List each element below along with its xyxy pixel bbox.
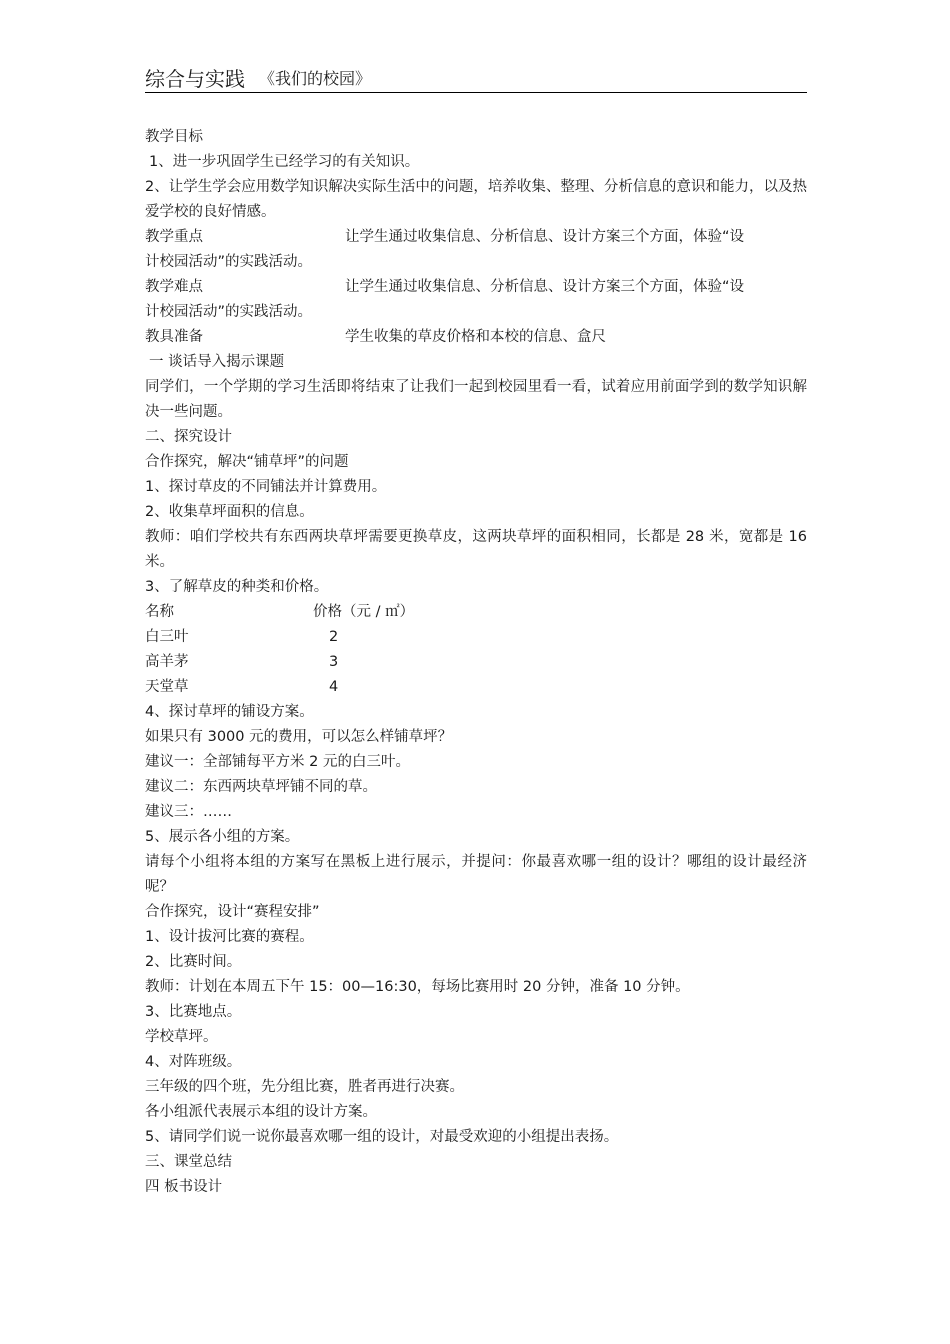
materials-row: [145, 325, 807, 350]
grass-table-row: [145, 675, 807, 700]
schedule-step-4: 4、对阵班级。: [145, 1054, 242, 1070]
difficult-points-row: [145, 275, 807, 300]
schedule-step-5: 5、请同学们说一说你最喜欢哪一组的设计，对最受欢迎的小组提出表扬。: [145, 1129, 619, 1145]
materials-text: 学生收集的草皮价格和本校的信息、盒尺: [345, 329, 606, 345]
document-page: [145, 62, 807, 93]
key-points-text-line2: 计校园活动”的实践活动。: [145, 254, 313, 270]
grass-price: 4: [329, 679, 339, 695]
objective-item-1: 1、进一步巩固学生已经学习的有关知识。: [149, 154, 420, 170]
lawn-question: 如果只有 3000 元的费用，可以怎么样铺草坪？: [145, 729, 453, 745]
section1-heading: 一 谈话导入揭示课题: [149, 354, 285, 370]
section3-heading: 三、课堂总结: [145, 1154, 232, 1170]
lawn-suggestion-3: 建议三：……: [145, 804, 232, 820]
grass-col-price: 价格（元 / ㎡）: [313, 604, 415, 620]
schedule-teacher-info: 教师：计划在本周五下午 15：00—16:30，每场比赛用时 20 分钟，准备 10 分钟。: [145, 979, 690, 995]
grass-price: 2: [329, 629, 339, 645]
document-title: 综合与实践: [145, 67, 245, 91]
grass-table-row: [145, 650, 807, 675]
key-points-row: [145, 225, 807, 250]
lawn-step-1: 1、探讨草皮的不同铺法并计算费用。: [145, 479, 387, 495]
schedule-classes: 三年级的四个班，先分组比赛，胜者再进行决赛。: [145, 1079, 464, 1095]
key-points-text-line1: 让学生通过收集信息、分析信息、设计方案三个方面，体验“设: [345, 229, 745, 245]
lawn-step-2: 2、收集草坪面积的信息。: [145, 504, 314, 520]
schedule-step-2: 2、比赛时间。: [145, 954, 242, 970]
grass-col-name: 名称: [145, 604, 174, 620]
grass-table-row: [145, 625, 807, 650]
objectives-heading: 教学目标: [145, 129, 203, 145]
section2-heading: 二、探究设计: [145, 429, 232, 445]
document-subtitle: 《我们的校园》: [259, 69, 372, 88]
lawn-step-4: 4、探讨草坪的铺设方案。: [145, 704, 314, 720]
lawn-teacher-info: 教师：咱们学校共有东西两块草坪需要更换草皮，这两块草坪的面积相同，长都是 28 米，宽都是 16 米。: [145, 529, 807, 570]
grass-name: 天堂草: [145, 679, 189, 695]
document-body: [145, 125, 807, 1200]
lawn-step-5-text: 请每个小组将本组的方案写在黑板上进行展示，并提问：你最喜欢哪一组的设计？哪组的设计最经济呢？: [145, 854, 807, 895]
schedule-heading: 合作探究，设计“赛程安排”: [145, 904, 320, 920]
lawn-heading: 合作探究，解决“铺草坪”的问题: [145, 454, 349, 470]
key-points-label: 教学重点: [145, 229, 203, 245]
section4-heading: 四 板书设计: [145, 1179, 223, 1195]
objective-item-2: 2、让学生学会应用数学知识解决实际生活中的问题，培养收集、整理、分析信息的意识和能力，以及热爱学校的良好情感。: [145, 179, 807, 220]
grass-table-header: [145, 600, 807, 625]
difficult-points-text-line2: 计校园活动”的实践活动。: [145, 304, 313, 320]
grass-name: 白三叶: [145, 629, 189, 645]
grass-price: 3: [329, 654, 339, 670]
schedule-place: 学校草坪。: [145, 1029, 218, 1045]
lawn-suggestion-2: 建议二：东西两块草坪铺不同的草。: [145, 779, 377, 795]
grass-name: 高羊茅: [145, 654, 189, 670]
schedule-present: 各小组派代表展示本组的设计方案。: [145, 1104, 377, 1120]
lawn-step-5: 5、展示各小组的方案。: [145, 829, 300, 845]
schedule-step-1: 1、设计拔河比赛的赛程。: [145, 929, 314, 945]
document-header: [145, 62, 807, 93]
lawn-suggestion-1: 建议一：全部铺每平方米 2 元的白三叶。: [145, 754, 410, 770]
difficult-points-label: 教学难点: [145, 279, 203, 295]
section1-text: 同学们，一个学期的学习生活即将结束了让我们一起到校园里看一看，试着应用前面学到的数学知识解决一些问题。: [145, 379, 807, 420]
materials-label: 教具准备: [145, 329, 203, 345]
schedule-step-3: 3、比赛地点。: [145, 1004, 242, 1020]
difficult-points-text-line1: 让学生通过收集信息、分析信息、设计方案三个方面，体验“设: [345, 279, 745, 295]
lawn-step-3: 3、了解草皮的种类和价格。: [145, 579, 329, 595]
